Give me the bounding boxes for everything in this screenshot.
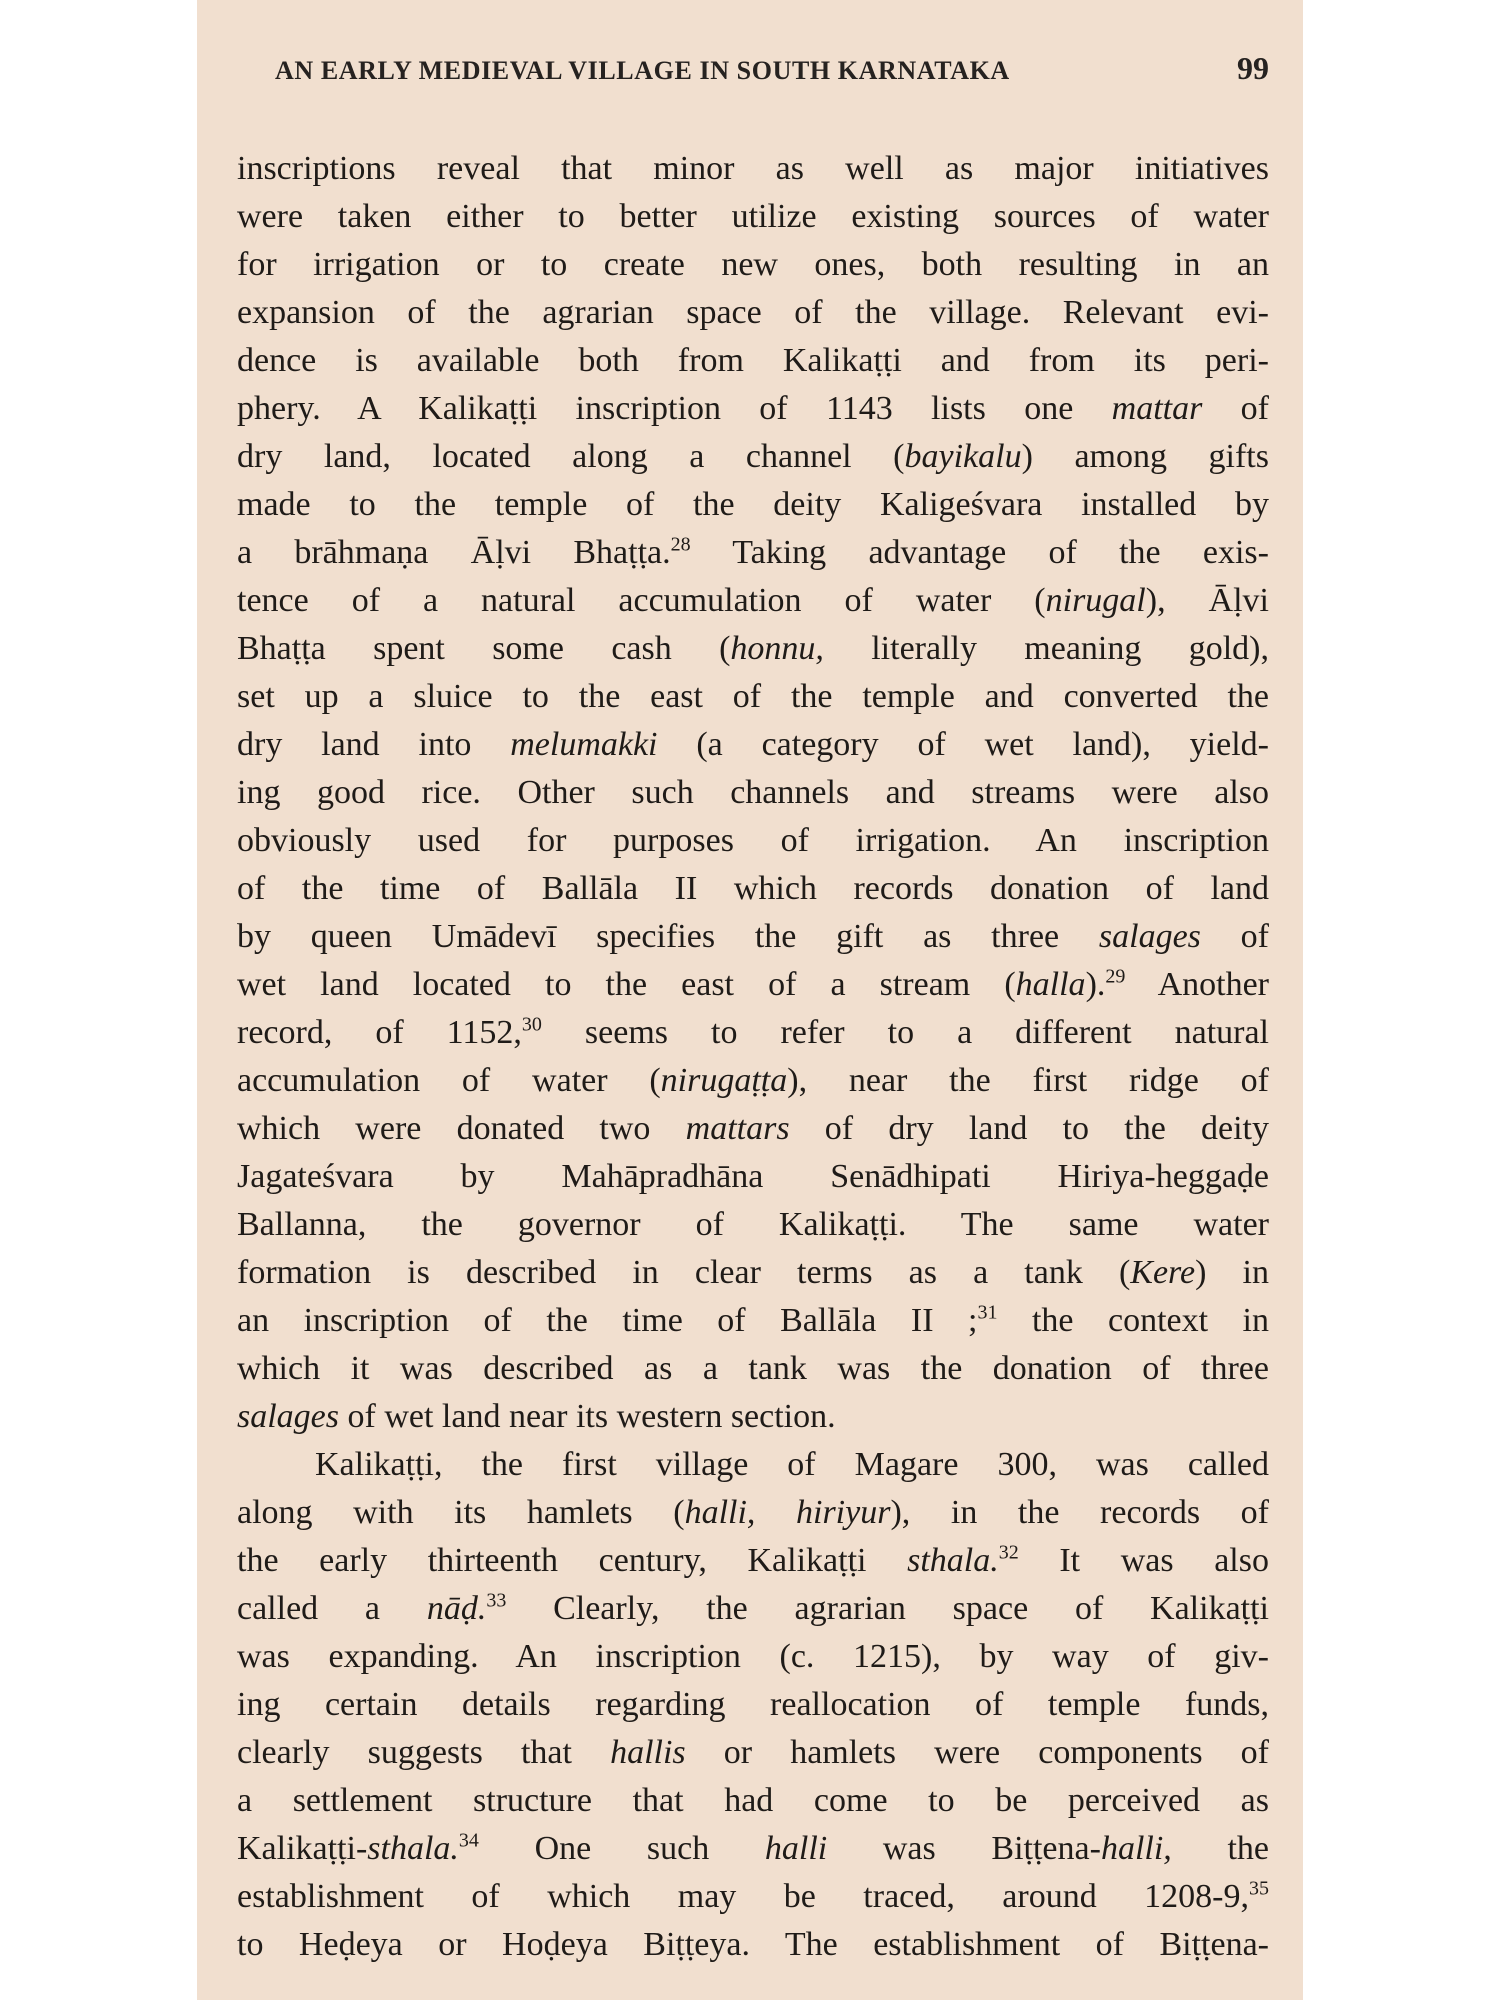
text-run: called a [237, 1590, 427, 1627]
italic-term: hallis [610, 1734, 686, 1771]
text-line [237, 145, 1269, 193]
text-line [237, 1201, 1269, 1249]
text-line [237, 1249, 1269, 1297]
text-line [237, 289, 1269, 337]
text-line [237, 961, 1269, 1009]
text-run: Bhaṭṭa spent some cash ( [237, 630, 731, 667]
text-line [237, 385, 1269, 433]
text-run: seems to refer to a different natural [541, 1014, 1270, 1051]
text-line [237, 193, 1269, 241]
text-line [237, 1489, 1269, 1537]
text-line [237, 817, 1269, 865]
text-line [237, 625, 1269, 673]
text-run: Ballanna, the governor of Kalikaṭṭi. The same water [237, 1206, 1269, 1243]
text-line [237, 1441, 1269, 1489]
italic-term: halli, [1100, 1830, 1172, 1867]
text-run: establishment of which may be traced, around 1208-9, [237, 1878, 1249, 1915]
text-run: tence of a natural accumulation of water ( [237, 582, 1046, 619]
text-run: ), in the records of [890, 1494, 1270, 1531]
italic-term: mattars [685, 1110, 790, 1147]
text-run: ing certain details regarding reallocation of temple funds, [237, 1686, 1269, 1723]
text-line [237, 1537, 1269, 1585]
text-run: an inscription of the time of Ballāla II ; [237, 1302, 978, 1339]
text-run: ), Āḷvi [1145, 582, 1269, 619]
footnote-ref: 34 [458, 1829, 479, 1852]
text-run: Clearly, the agrarian space of Kalikaṭṭi [506, 1590, 1270, 1627]
italic-term: halli [764, 1830, 828, 1867]
text-line [237, 673, 1269, 721]
italic-term: salages [1098, 918, 1201, 955]
text-line [237, 1729, 1269, 1777]
text-run: or hamlets were components of [685, 1734, 1269, 1771]
text-line [237, 1777, 1269, 1825]
italic-term: sthala. [907, 1542, 999, 1579]
text-run: dry land, located along a channel ( [237, 438, 905, 475]
text-line [237, 1009, 1269, 1057]
text-run: literally meaning gold), [823, 630, 1269, 667]
footnote-ref: 29 [1105, 965, 1126, 988]
text-run: Kalikaṭṭi- [237, 1830, 368, 1867]
text-run: (a category of wet land), yield- [657, 726, 1269, 763]
text-run: ), near the first ridge of [787, 1062, 1269, 1099]
italic-term: nirugaṭṭa [660, 1062, 788, 1099]
text-line [237, 913, 1269, 961]
text-run: ing good rice. Other such channels and streams were also [237, 774, 1269, 811]
footnote-ref: 31 [977, 1301, 998, 1324]
text-run: clearly suggests that [237, 1734, 611, 1771]
italic-term: sthala. [367, 1830, 459, 1867]
text-run: which it was described as a tank was the donation of three [237, 1350, 1269, 1387]
text-run: the [1171, 1830, 1269, 1867]
text-line [237, 1345, 1269, 1393]
text-run: by queen Umādevī specifies the gift as three [237, 918, 1099, 955]
italic-term: halli, hiriyur [684, 1494, 891, 1531]
text-line [237, 1585, 1269, 1633]
text-line [237, 481, 1269, 529]
text-run: obviously used for purposes of irrigation. An inscription [237, 822, 1269, 859]
text-run: for irrigation or to create new ones, both resulting in an [237, 246, 1269, 283]
text-line [237, 1105, 1269, 1153]
text-run: ) among gifts [1021, 438, 1269, 475]
running-head [275, 50, 1269, 90]
text-run: ) in [1195, 1254, 1269, 1291]
text-line [237, 1873, 1269, 1921]
text-line [237, 1825, 1269, 1873]
text-run: of dry land to the deity [789, 1110, 1269, 1147]
text-run: of wet land near its western section. [339, 1398, 836, 1435]
text-run: ). [1085, 966, 1106, 1003]
text-run: Kalikaṭṭi, the first village of Magare 300, was called [315, 1446, 1269, 1483]
italic-term: salages [237, 1398, 339, 1435]
text-line [237, 1681, 1269, 1729]
text-line [237, 1297, 1269, 1345]
text-run: It was also [1018, 1542, 1269, 1579]
text-line [237, 577, 1269, 625]
text-line [237, 1393, 1269, 1441]
text-run: set up a sluice to the east of the temple and converted the [237, 678, 1269, 715]
italic-term: Kere [1130, 1254, 1196, 1291]
text-run: inscriptions reveal that minor as well as major initiatives [237, 150, 1269, 187]
text-run: One such [478, 1830, 765, 1867]
text-run: dence is available both from Kalikaṭṭi and from its peri- [237, 342, 1269, 379]
text-run: Jagateśvara by Mahāpradhāna Senādhipati Hiriya-heggaḍe [237, 1158, 1269, 1195]
text-line [237, 529, 1269, 577]
italic-term: mattar [1111, 390, 1203, 427]
italic-term: halla [1015, 966, 1086, 1003]
page-number: 99 [1237, 50, 1269, 86]
text-run: formation is described in clear terms as a tank ( [237, 1254, 1131, 1291]
text-run: was expanding. An inscription (c. 1215), by way of giv- [237, 1638, 1269, 1675]
italic-term: melumakki [510, 726, 658, 763]
text-line [237, 433, 1269, 481]
italic-term: bayikalu [904, 438, 1022, 475]
footnote-ref: 33 [486, 1589, 507, 1612]
text-run: expansion of the agrarian space of the village. Relevant evi- [237, 294, 1269, 331]
text-line [237, 721, 1269, 769]
text-run: a brāhmaṇa Āḷvi Bhaṭṭa. [237, 534, 671, 571]
text-run: dry land into [237, 726, 511, 763]
text-run: which were donated two [237, 1110, 686, 1147]
text-run: of [1200, 918, 1269, 955]
text-line [237, 865, 1269, 913]
text-run: of the time of Ballāla II which records donation of land [237, 870, 1269, 907]
italic-term: nāḍ. [426, 1590, 487, 1627]
text-line [237, 337, 1269, 385]
text-run: accumulation of water ( [237, 1062, 661, 1099]
body-text [237, 145, 1269, 1969]
text-run: a settlement structure that had come to be perceived as [237, 1782, 1269, 1819]
text-run: were taken either to better utilize existing sources of water [237, 198, 1269, 235]
text-run: record, of 1152, [237, 1014, 522, 1051]
text-run: along with its hamlets ( [237, 1494, 685, 1531]
text-line [237, 1057, 1269, 1105]
text-run: Taking advantage of the exis- [690, 534, 1269, 571]
text-run: of [1202, 390, 1269, 427]
text-run: made to the temple of the deity Kaligeśvara installed by [237, 486, 1269, 523]
text-run: Another [1125, 966, 1269, 1003]
footnote-ref: 35 [1249, 1877, 1269, 1900]
text-line [237, 1921, 1269, 1969]
text-line [237, 1633, 1269, 1681]
book-page [197, 0, 1303, 2000]
text-run: phery. A Kalikaṭṭi inscription of 1143 lists one [237, 390, 1112, 427]
text-line [237, 1153, 1269, 1201]
running-title: AN EARLY MEDIEVAL VILLAGE IN SOUTH KARNATAKA [275, 56, 1010, 85]
text-run: the context in [997, 1302, 1270, 1339]
text-line [237, 769, 1269, 817]
text-run: the early thirteenth century, Kalikaṭṭi [237, 1542, 908, 1579]
text-run: to Heḍeya or Hoḍeya Biṭṭeya. The establishment of Biṭṭena- [237, 1926, 1269, 1963]
italic-term: nirugal [1045, 582, 1146, 619]
text-line [237, 241, 1269, 289]
text-run: wet land located to the east of a stream ( [237, 966, 1016, 1003]
italic-term: honnu, [730, 630, 824, 667]
footnote-ref: 30 [521, 1013, 542, 1036]
footnote-ref: 28 [670, 533, 691, 556]
footnote-ref: 32 [998, 1541, 1019, 1564]
text-run: was Biṭṭena- [827, 1830, 1101, 1867]
